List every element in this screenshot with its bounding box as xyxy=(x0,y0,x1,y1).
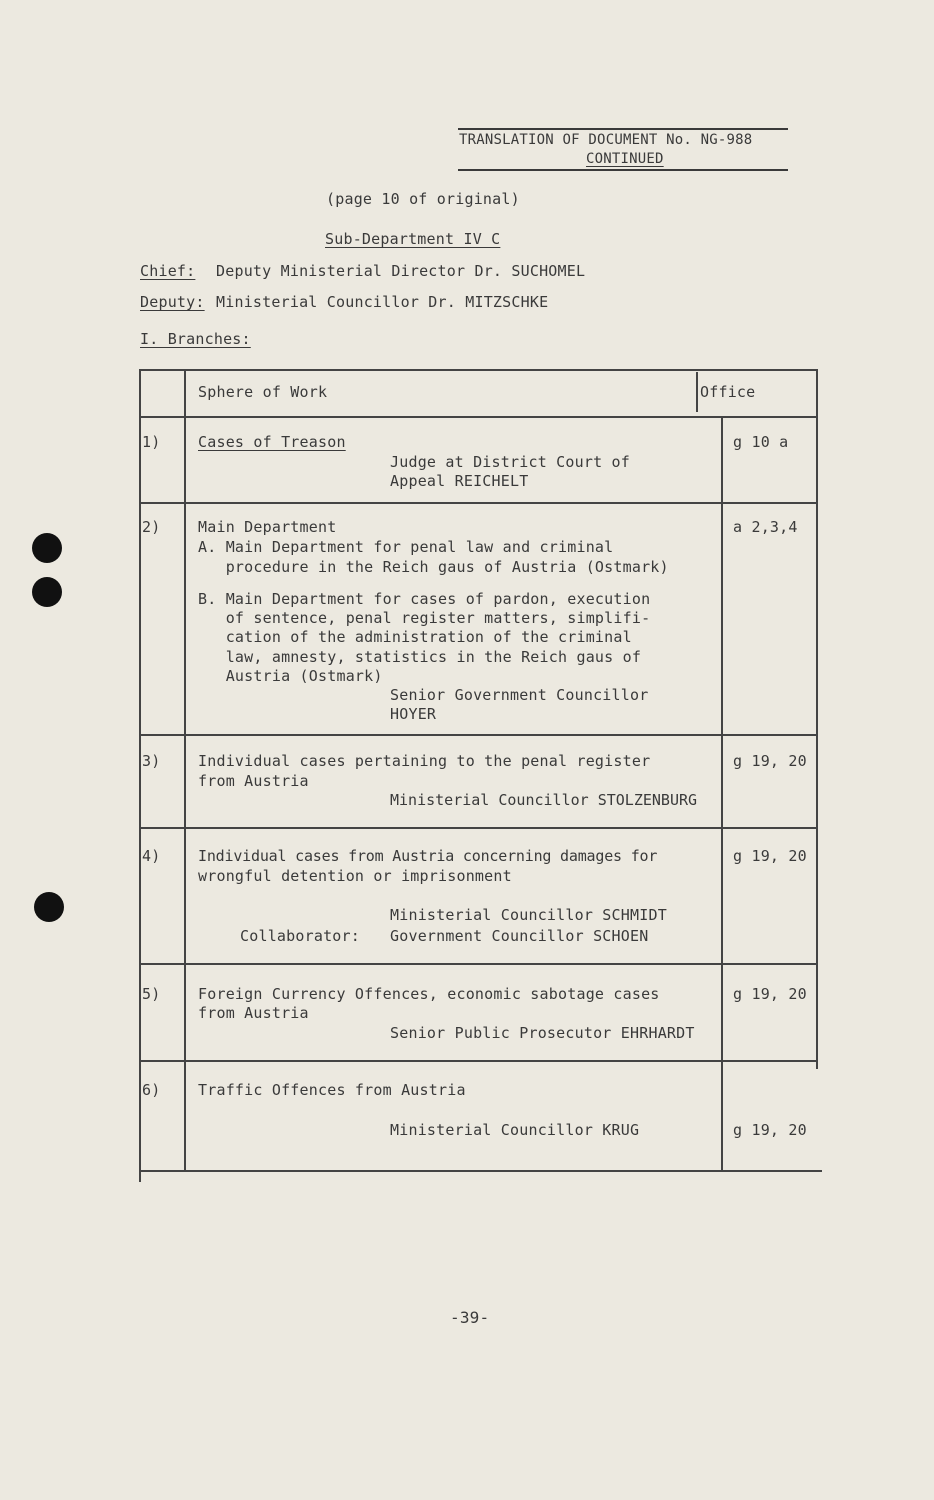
row-sphere-line: of sentence, penal register matters, simplifi- xyxy=(198,609,651,627)
punch-hole xyxy=(32,577,62,607)
row-number: 6) xyxy=(142,1081,161,1099)
table-header-office: Office xyxy=(700,383,756,401)
row-person-line: Ministerial Councillor SCHMIDT xyxy=(390,906,667,924)
table-col-rule-right xyxy=(816,369,818,1069)
page-number: -39- xyxy=(450,1308,490,1327)
table-rule xyxy=(140,416,818,418)
row-sphere-line: procedure in the Reich gaus of Austria (Ostmark) xyxy=(198,558,669,576)
row-sphere-line: wrongful detention or imprisonment xyxy=(198,867,512,885)
punch-hole xyxy=(34,892,64,922)
table-rule-top xyxy=(140,369,818,371)
row-number: 3) xyxy=(142,752,161,770)
row-sphere-line: from Austria xyxy=(198,1004,309,1022)
page-reference: (page 10 of original) xyxy=(326,190,520,208)
row-sphere-line: A. Main Department for penal law and criminal xyxy=(198,538,614,556)
deputy-label: Deputy: xyxy=(140,293,205,311)
row-sphere-line: Main Department xyxy=(198,518,337,536)
table-header-sphere: Sphere of Work xyxy=(198,383,328,401)
branches-heading: I. Branches: xyxy=(140,330,251,348)
header-top-rule xyxy=(458,128,788,130)
table-rule xyxy=(140,827,818,829)
table-rule xyxy=(140,963,818,965)
table-col-rule xyxy=(184,369,186,1172)
row-sphere-line: from Austria xyxy=(198,772,309,790)
table-col-rule-header xyxy=(696,372,698,412)
row-sphere-line: B. Main Department for cases of pardon, execution xyxy=(198,590,651,608)
table-rule xyxy=(140,1060,818,1062)
row-sphere-line: Foreign Currency Offences, economic sabotage cases xyxy=(198,985,660,1003)
row-number: 2) xyxy=(142,518,161,536)
deputy-value: Ministerial Councillor Dr. MITZSCHKE xyxy=(216,293,549,311)
table-rule xyxy=(140,502,818,504)
row-person-line: Ministerial Councillor KRUG xyxy=(390,1121,640,1139)
collaborator-label: Collaborator: xyxy=(240,927,360,945)
row-office: g 10 a xyxy=(733,433,789,451)
table-col-rule xyxy=(721,416,723,1172)
row-person-line: Ministerial Councillor STOLZENBURG xyxy=(390,791,698,809)
row-office: g 19, 20 xyxy=(733,1121,807,1139)
row-office: g 19, 20 xyxy=(733,985,807,1003)
row-sphere-line: law, amnesty, statistics in the Reich gaus of xyxy=(198,648,642,666)
subdepartment-title: Sub-Department IV C xyxy=(325,230,501,248)
row-sphere-line: cation of the administration of the criminal xyxy=(198,628,632,646)
row-office: g 19, 20 xyxy=(733,752,807,770)
chief-label: Chief: xyxy=(140,262,196,280)
row-number: 5) xyxy=(142,985,161,1003)
header-line-2: CONTINUED xyxy=(586,151,664,167)
table-col-rule-left xyxy=(139,369,141,1182)
row-sphere-line: Individual cases from Austria concerning damages for xyxy=(198,847,658,865)
collaborator-value: Government Councillor SCHOEN xyxy=(390,927,649,945)
row-sphere-line: Austria (Ostmark) xyxy=(198,667,383,685)
punch-hole xyxy=(32,533,62,563)
row-number: 1) xyxy=(142,433,161,451)
table-rule-bottom xyxy=(140,1170,822,1172)
row-person-line: Senior Government Councillor xyxy=(390,686,649,704)
row-number: 4) xyxy=(142,847,161,865)
row-person-line: Judge at District Court of xyxy=(390,453,630,471)
row-sphere-line: Cases of Treason xyxy=(198,433,346,451)
row-office: a 2,3,4 xyxy=(733,518,798,536)
header-bottom-rule xyxy=(458,169,788,171)
row-sphere-line: Individual cases pertaining to the penal register xyxy=(198,752,651,770)
row-person-line: HOYER xyxy=(390,705,437,723)
header-line-1: TRANSLATION OF DOCUMENT No. NG-988 xyxy=(459,132,753,148)
chief-value: Deputy Ministerial Director Dr. SUCHOMEL xyxy=(216,262,586,280)
row-sphere-line: Traffic Offences from Austria xyxy=(198,1081,466,1099)
row-person-line: Senior Public Prosecutor EHRHARDT xyxy=(390,1024,695,1042)
row-office: g 19, 20 xyxy=(733,847,807,865)
row-person-line: Appeal REICHELT xyxy=(390,472,529,490)
table-rule xyxy=(140,734,818,736)
